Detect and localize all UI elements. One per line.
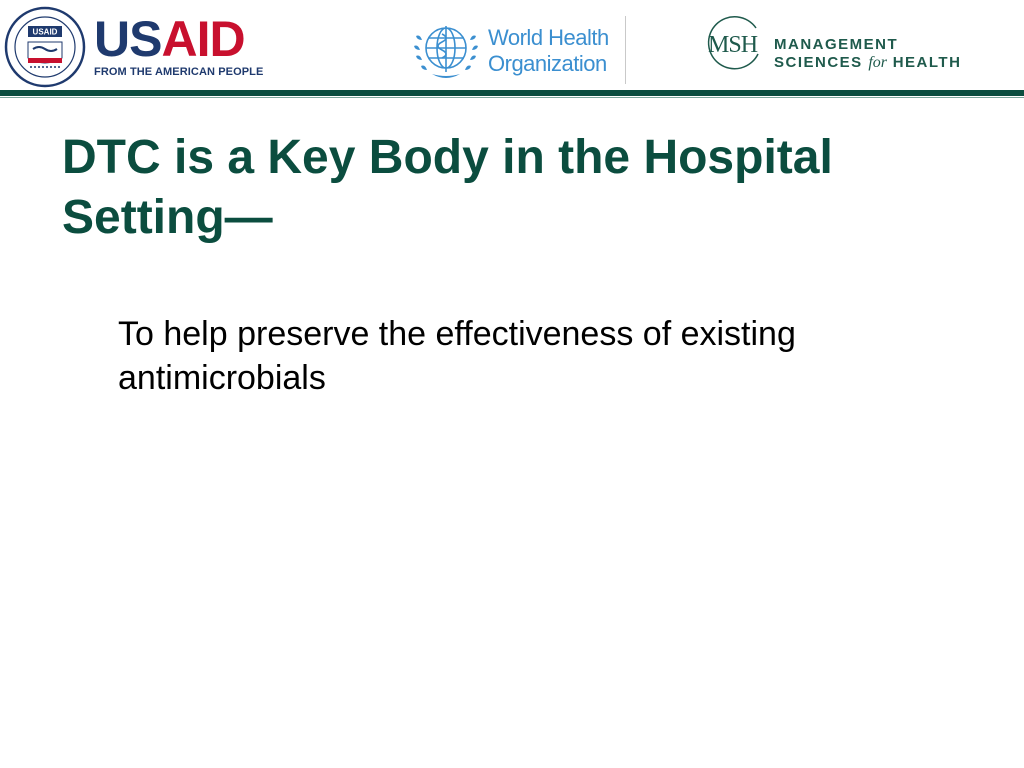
header-rule-thin: [0, 97, 1024, 98]
msh-name-health: HEALTH: [892, 54, 962, 71]
slide-header: [0, 0, 1024, 92]
who-logo: [408, 16, 628, 84]
who-logo-divider: [625, 16, 626, 84]
svg-text:USAID: USAID: [32, 27, 58, 37]
usaid-wordmark: [94, 11, 245, 67]
who-name-line1: World Health: [488, 25, 609, 50]
msh-logo: [706, 14, 1006, 78]
msh-name-line1: MANAGEMENT: [774, 36, 899, 53]
msh-name-sciences: SCIENCES: [774, 54, 863, 71]
msh-name-for: for: [868, 54, 888, 71]
who-name-line2: Organization: [488, 51, 607, 76]
who-emblem-icon: [408, 16, 484, 84]
slide-body-text: To help preserve the effectiveness of existing antimicrobials: [118, 315, 796, 397]
slide-title: DTC is a Key Body in the Hospital Setting—: [62, 131, 833, 244]
msh-name-line2: [774, 54, 961, 72]
usaid-tagline: FROM THE AMERICAN PEOPLE: [94, 66, 264, 78]
header-rule: [0, 90, 1024, 96]
msh-letters: MSH: [708, 32, 758, 58]
usaid-seal-icon: [4, 6, 86, 88]
usaid-logo: [4, 6, 274, 86]
usaid-word-aid: AID: [161, 11, 245, 67]
usaid-word-us: US: [94, 11, 162, 67]
